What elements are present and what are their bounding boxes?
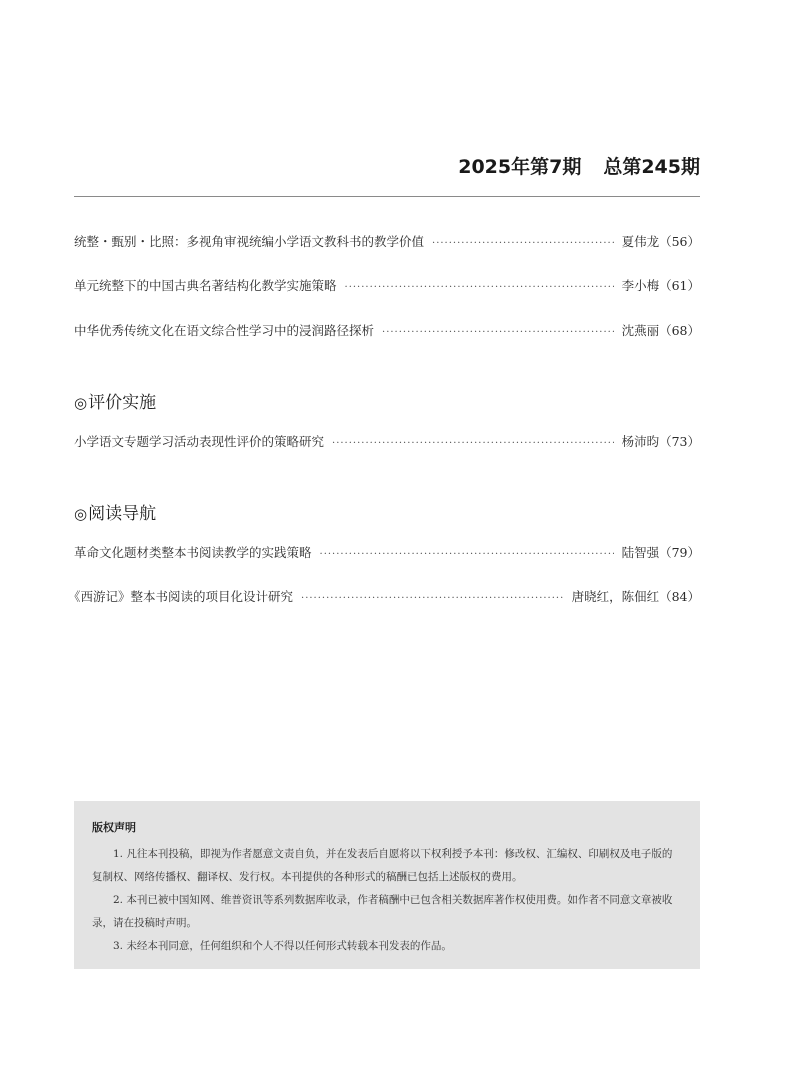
entry-title: 单元统整下的中国古典名著结构化教学实施策略 [74, 278, 337, 293]
toc-entry[interactable] [74, 275, 700, 297]
entry-title: 中华优秀传统文化在语文综合性学习中的浸润路径探析 [74, 323, 375, 338]
copyright-paragraph: 3. 未经本刊同意，任何组织和个人不得以任何形式转载本刊发表的作品。 [113, 940, 452, 952]
issue-header [458, 152, 700, 179]
entry-title: 小学语文专题学习活动表现性评价的策略研究 [74, 434, 325, 449]
entry-author: 杨沛昀（73） [621, 434, 700, 449]
entry-author: 沈燕丽（68） [621, 323, 700, 338]
section-heading-evaluation [74, 388, 156, 413]
issue-number: 2025年第7期 [458, 156, 582, 178]
toc-entry[interactable] [74, 320, 700, 342]
toc-entry[interactable] [68, 586, 700, 608]
toc-entry[interactable] [74, 431, 700, 453]
toc-entry[interactable] [74, 231, 700, 253]
entry-author: 唐晓红，陈佃红（84） [571, 589, 700, 604]
leader-dots [432, 233, 614, 255]
copyright-notice-box [74, 801, 700, 969]
circle-mark-icon: ◎ [74, 505, 88, 523]
toc-entry[interactable] [74, 542, 700, 564]
circle-mark-icon: ◎ [74, 394, 88, 412]
copyright-paragraph: 2. 本刊已被中国知网、维普资讯等系列数据库收录，作者稿酬中已包含相关数据库著作权使用费。如作者不同意文章被收录，请在投稿时声明。 [92, 894, 673, 929]
leader-dots [332, 433, 614, 455]
entry-title: 统整・甄别・比照：多视角审视统编小学语文教科书的教学价值 [74, 234, 425, 249]
copyright-paragraph: 1. 凡往本刊投稿，即视为作者愿意文责自负，并在发表后自愿将以下权利授予本刊：修改权、汇编权、印刷权及电子版的复制权、网络传播权、翻译权、发行权。本刊提供的各种形式的稿酬已包括上述版权的费用。 [92, 848, 673, 883]
leader-dots [345, 277, 614, 299]
entry-author: 陆智强（79） [621, 545, 700, 560]
entry-author: 夏伟龙（56） [621, 234, 700, 249]
header-rule [74, 196, 700, 197]
entry-title: 《西游记》整本书阅读的项目化设计研究 [68, 589, 294, 604]
section-heading-reading [74, 499, 156, 524]
section-title: 阅读导航 [88, 504, 157, 524]
leader-dots [320, 544, 614, 566]
entry-author: 李小梅（61） [621, 278, 700, 293]
total-issue-number: 总第245期 [603, 156, 700, 178]
copyright-heading: 版权声明 [92, 821, 136, 834]
leader-dots [301, 588, 564, 610]
leader-dots [382, 322, 614, 344]
section-title: 评价实施 [88, 393, 157, 413]
entry-title: 革命文化题材类整本书阅读教学的实践策略 [74, 545, 312, 560]
